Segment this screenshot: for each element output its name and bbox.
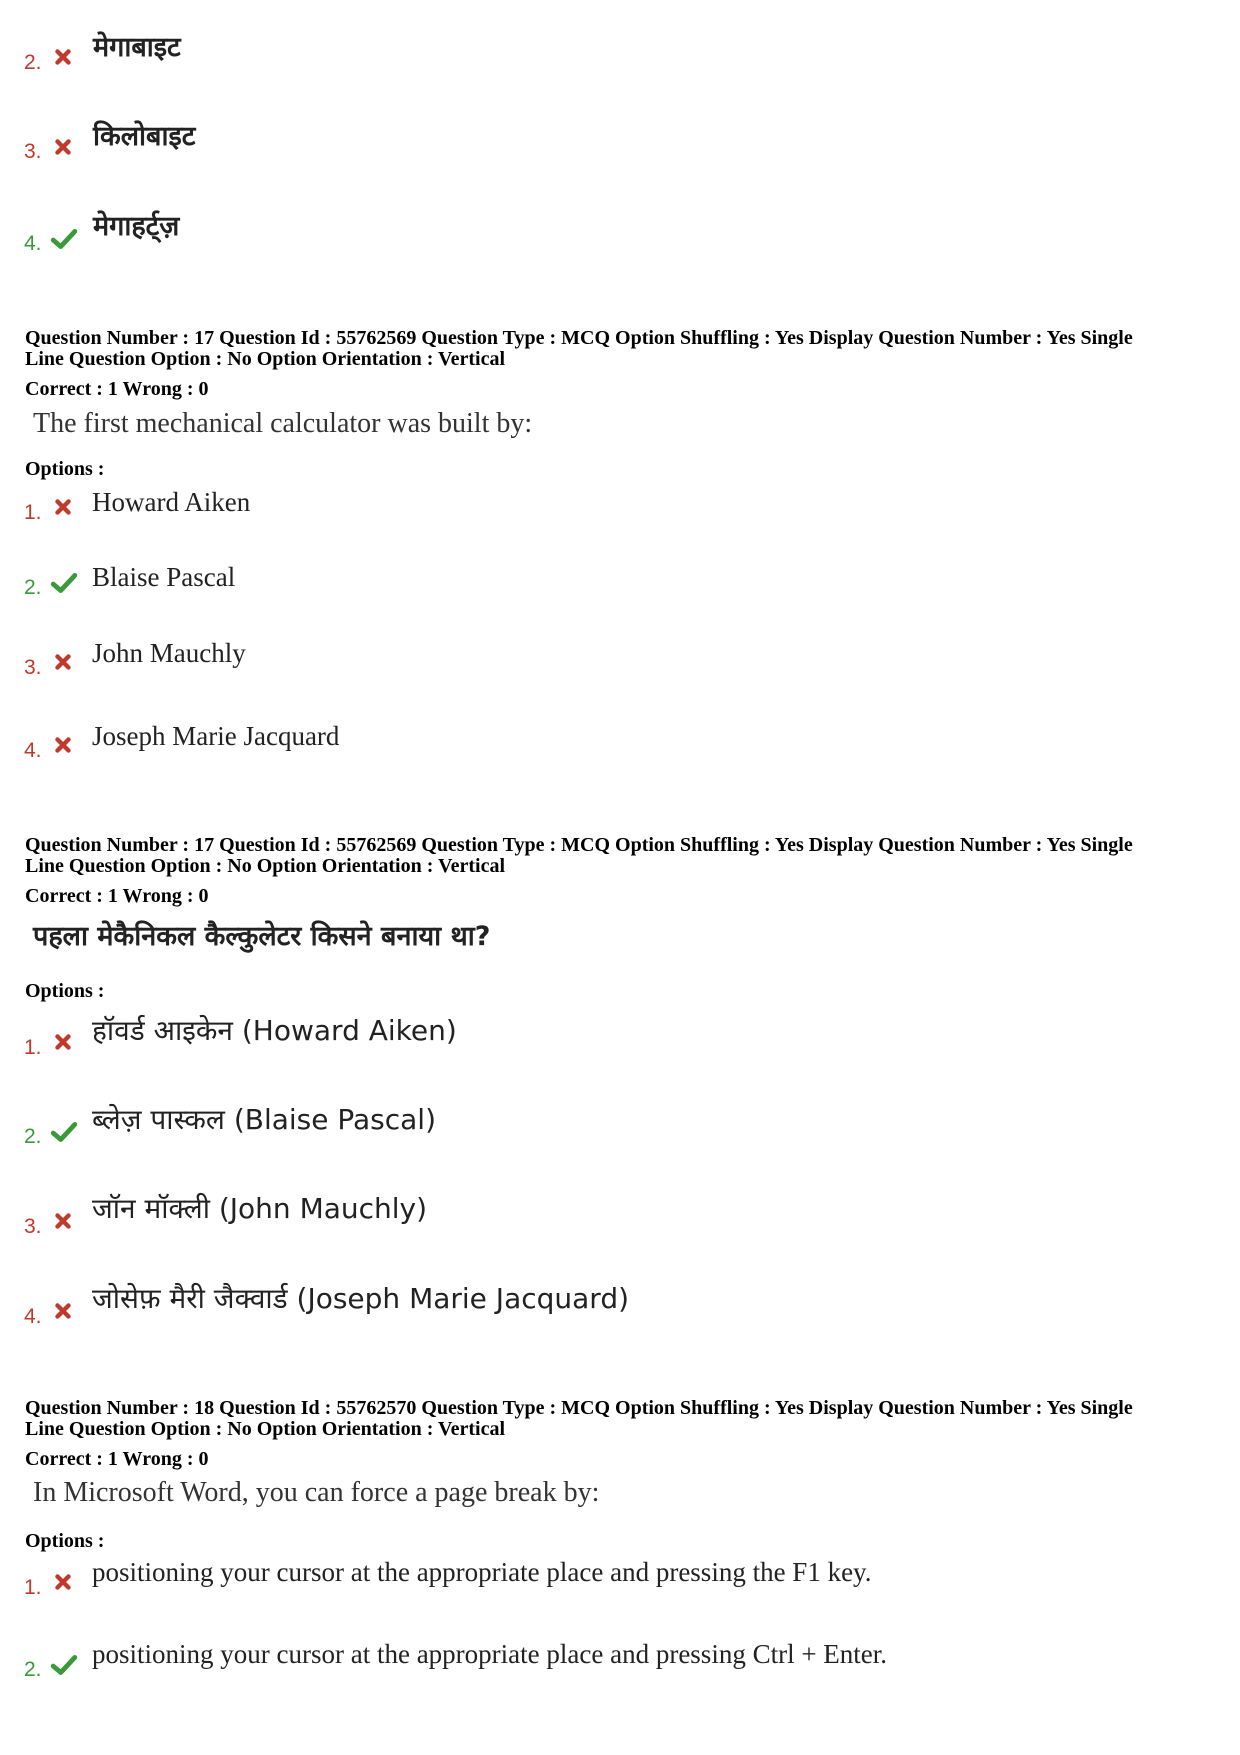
option-text: John Mauchly: [92, 638, 246, 668]
option-text: मेगाहर्ट्ज़: [93, 211, 180, 242]
option-number: 4.: [24, 739, 42, 762]
cross-icon: [52, 1300, 74, 1322]
option-text: हॉवर्ड आइकेन (Howard Aiken): [92, 1014, 457, 1047]
option-text: मेगाबाइट: [93, 32, 181, 63]
option-text: positioning your cursor at the appropriate place and pressing the F1 key.: [92, 1557, 872, 1587]
question-meta: Question Number : 17 Question Id : 55762569 Question Type : MCQ Option Shuffling : Yes Display Question Number : Yes Single Line Question Option : No Option Orientation : Vertical: [25, 834, 1133, 877]
option-text: किलोबाइट: [93, 121, 196, 152]
option-number: 1.: [24, 1036, 42, 1059]
option-number: 3.: [24, 140, 42, 163]
cross-icon: [52, 496, 74, 518]
correct-wrong-marks: Correct : 1 Wrong : 0: [25, 378, 209, 400]
option-text: Joseph Marie Jacquard: [92, 721, 340, 751]
question-text: पहला मेकैनिकल कैल्कुलेटर किसने बनाया था?: [33, 921, 491, 952]
option-text: Howard Aiken: [92, 487, 251, 517]
question-text: In Microsoft Word, you can force a page break by:: [33, 1477, 600, 1508]
cross-icon: [52, 136, 74, 158]
option-number: 1.: [24, 1576, 42, 1599]
option-text: Blaise Pascal: [92, 562, 236, 592]
check-icon: [50, 571, 78, 595]
cross-icon: [52, 734, 74, 756]
options-label: Options :: [25, 1530, 105, 1552]
option-text: जोसेफ़ मैरी जैक्वार्ड (Joseph Marie Jacquard): [92, 1282, 630, 1315]
option-number: 1.: [24, 501, 42, 524]
options-label: Options :: [25, 458, 105, 480]
option-number: 2.: [24, 51, 42, 74]
option-text: ब्लेज़ पास्कल (Blaise Pascal): [92, 1103, 437, 1136]
option-number: 2.: [24, 576, 42, 599]
question-meta: Question Number : 17 Question Id : 55762569 Question Type : MCQ Option Shuffling : Yes Display Question Number : Yes Single Line Question Option : No Option Orientation : Vertical: [25, 327, 1133, 370]
correct-wrong-marks: Correct : 1 Wrong : 0: [25, 885, 209, 907]
options-label: Options :: [25, 980, 105, 1002]
option-number: 3.: [24, 656, 42, 679]
correct-wrong-marks: Correct : 1 Wrong : 0: [25, 1448, 209, 1470]
option-number: 2.: [24, 1125, 42, 1148]
option-text: positioning your cursor at the appropriate place and pressing Ctrl + Enter.: [92, 1639, 888, 1669]
check-icon: [50, 1653, 78, 1677]
cross-icon: [52, 1571, 74, 1593]
option-number: 3.: [24, 1215, 42, 1238]
check-icon: [50, 1120, 78, 1144]
option-text: जॉन मॉक्ली (John Mauchly): [92, 1192, 428, 1225]
cross-icon: [52, 1031, 74, 1053]
question-text: The first mechanical calculator was built by:: [33, 408, 533, 439]
check-icon: [50, 227, 78, 251]
option-number: 2.: [24, 1658, 42, 1681]
option-number: 4.: [24, 232, 42, 255]
cross-icon: [52, 651, 74, 673]
cross-icon: [52, 1210, 74, 1232]
question-meta: Question Number : 18 Question Id : 55762570 Question Type : MCQ Option Shuffling : Yes Display Question Number : Yes Single Line Question Option : No Option Orientation : Vertical: [25, 1397, 1133, 1440]
option-number: 4.: [24, 1305, 42, 1328]
cross-icon: [52, 46, 74, 68]
